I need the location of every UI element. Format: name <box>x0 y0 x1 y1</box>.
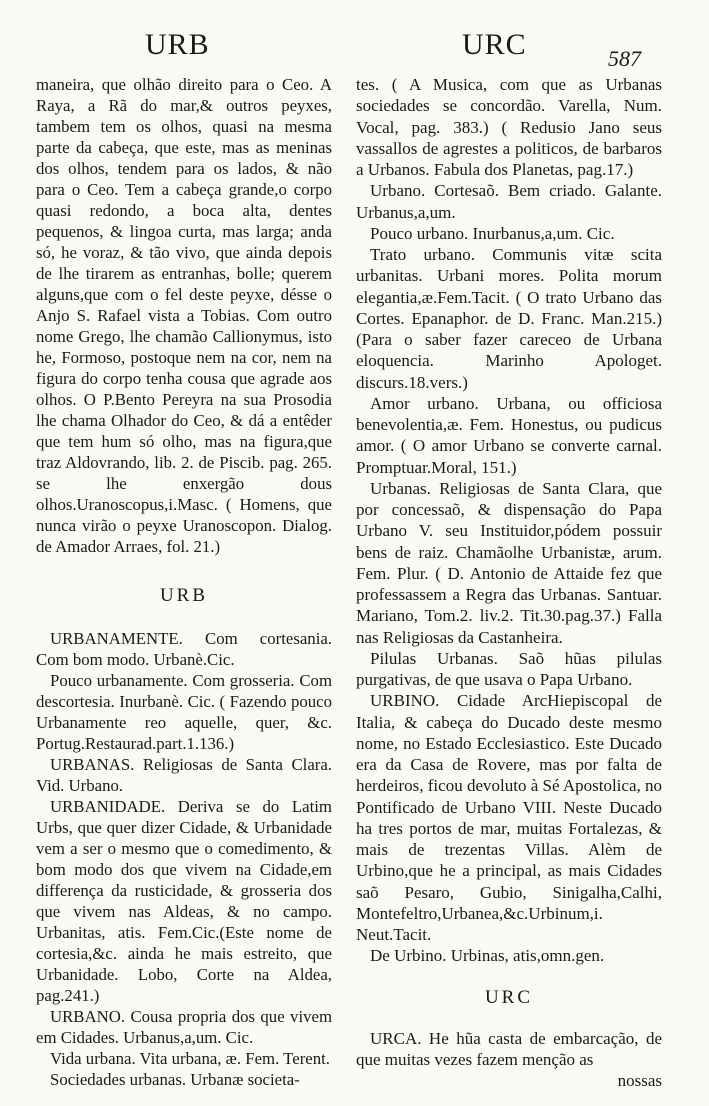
section-heading-urb: URB <box>159 585 209 606</box>
entry-urbanas: URBANAS. Religiosas de Santa Clara. Vid. Urbano. <box>36 755 332 795</box>
entry-pouco-urbano: Pouco urbano. Inurbanus,a,um. Cic. <box>370 223 615 243</box>
section-heading-urc: URC <box>484 986 534 1008</box>
right-column <box>356 74 662 1092</box>
entry-de-urbino: De Urbino. Urbinas, atis,omn.gen. <box>370 946 605 966</box>
running-header <box>0 28 709 70</box>
entry-vida-urbana: Vida urbana. Vita urbana, æ. Fem. Terent. <box>50 1049 330 1068</box>
entry-trato-urbano: Trato urbano. Communis vitæ scita urbanitas. Urbani mores. Polita morum elegantia,æ.Fem.Tacit. ( O trato Urbano das Cortes. Epanaphor. de D. Franc. Man.215.)(Para o saber fazer careceo de Urbana eloquencia. Marinho Apologet. discurs.18.vers.) <box>356 245 662 392</box>
entry-continuation-tes: tes. ( A Musica, com que as Urbanas sociedades se concordão. Varella, Num. Vocal, pag. 383.) ( Redusio Jano seus vassallos de agrestes a politicos, de barbaros a Urbanos. Fabula dos Planetas, pag.17.) <box>356 75 662 179</box>
header-left-title: URB <box>145 28 210 61</box>
entry-urbino: URBINO. Cidade ArcHiepiscopal de Italia, & cabeça do Ducado deste mesmo nome, no Estado Ecclesiastico. Este Ducado era da Casa de Rovere, mas por falta de herdeiros, ficou devoluto à Sé Apostolica, no Pontificado de Urbano VIII. Neste Ducado ha tres portos de mar, muitas Fortalezas, & mais de trezentas Villas. Alèm de Urbino,que he a principal, as mais Cidades saõ Pesaro, Gubio, Sinigalha,Calhi, Montefeltro,Urbanea,&c.Urbinum,i. Neut.Tacit. <box>356 691 662 944</box>
header-right-title: URC <box>462 28 527 61</box>
entry-urbanidade: URBANIDADE. Deriva se do Latim Urbs, que quer dizer Cidade, & Urbanidade vem a ser o mesmo que o comedimento, & bom modo dos que vivem na Cidade,em differença da rusticidade, & grosseria dos que vivem nas Aldeas, & no campo. Urbanitas, atis. Fem.Cic.(Este nome de cortesia,&c. ainda he mais estreito, que Urbanidade. Lobo, Corte na Aldea, pag.241.) <box>36 797 332 1005</box>
continued-entry-text: maneira, que olhão direito para o Ceo. A Raya, a Rã do mar,& outros peyxes, tambem tem os olhos, quasi na mesma parte da cabeça, que este, mas as meninas dos olhos, tendem para os lados, & não para o Ceo. Tem a cabeça grande,o corpo quasi redondo, a boca alta, dentes pequenos, & lingoa curta, mas larga; anda só, he voraz, & tão vivo, que ainda depois de lhe tirarem as entranhas, bolle; querem alguns,que com o fel deste peyxe, désse o Anjo S. Rafael vista a Tobias. Com outro nome Grego, lhe chamão Callionymus, isto he, Formoso, postoque nem na cor, nem na figura do corpo tenha cousa que agrade aos olhos. O P.Bento Pereyra na sua Prosodia lhe chama Olhador do Ceo, & dá a entêder que tem hum só olho, mas na figura,que traz Aldovrando, lib. 2. de Piscib. pag. 265. se lhe enxergão dous olhos.Uranoscopus,i.Masc. ( Homens, que nunca virão o peyxe Uranoscopon. Dialog. de Amador Arraes, fol. 21.) <box>36 75 332 556</box>
entry-urbanamente: URBANAMENTE. Com cortesania. Com bom modo. Urbanè.Cic. <box>36 629 332 669</box>
entry-sociedades-urbanas: Sociedades urbanas. Urbanæ societa- <box>50 1070 300 1089</box>
entry-urbano-cortesao: Urbano. Cortesaõ. Bem criado. Galante. Urbanus,a,um. <box>356 181 662 222</box>
entry-urbano: URBANO. Cousa propria dos que vivem em Cidades. Urbanus,a,um. Cic. <box>36 1007 332 1047</box>
entry-pilulas-urbanas: Pilulas Urbanas. Saõ hũas pilulas purgativas, de que usava o Papa Urbano. <box>356 648 662 689</box>
entry-urbanas-religiosas: Urbanas. Religiosas de Santa Clara, que por concessaõ, & dispensação do Papa Urbano V. seu Instituidor,pódem possuir bens de raiz. Chamãolhe Urbanistæ, arum. Fem. Plur. ( D. Antonio de Attaide fez que professassem a Regra das Urbanas. Santuar. Mariano, Tom.2. liv.2. Tit.30.pag.37.) Falla nas Religiosas da Castanheira. <box>356 478 662 647</box>
catchword: nossas <box>617 1071 662 1091</box>
entry-urca: URCA. He hũa casta de embarcação, de que muitas vezes fazem menção as <box>356 1028 662 1069</box>
entry-amor-urbano: Amor urbano. Urbana, ou officiosa benevolentia,æ. Fem. Honestus, ou pudicus amor. ( O amor Urbano se converte carnal. Promptuar.Moral, 151.) <box>356 393 662 477</box>
entry-pouco-urbanamente: Pouco urbanamente. Com grosseria. Com descortesia. Inurbanè. Cic. ( Fazendo pouco Urbanamente reo aquelle, quer, &c. Portug.Restaurad.part.1.136.) <box>36 671 332 753</box>
page-number: 587 <box>608 46 641 71</box>
left-column <box>36 74 332 1090</box>
